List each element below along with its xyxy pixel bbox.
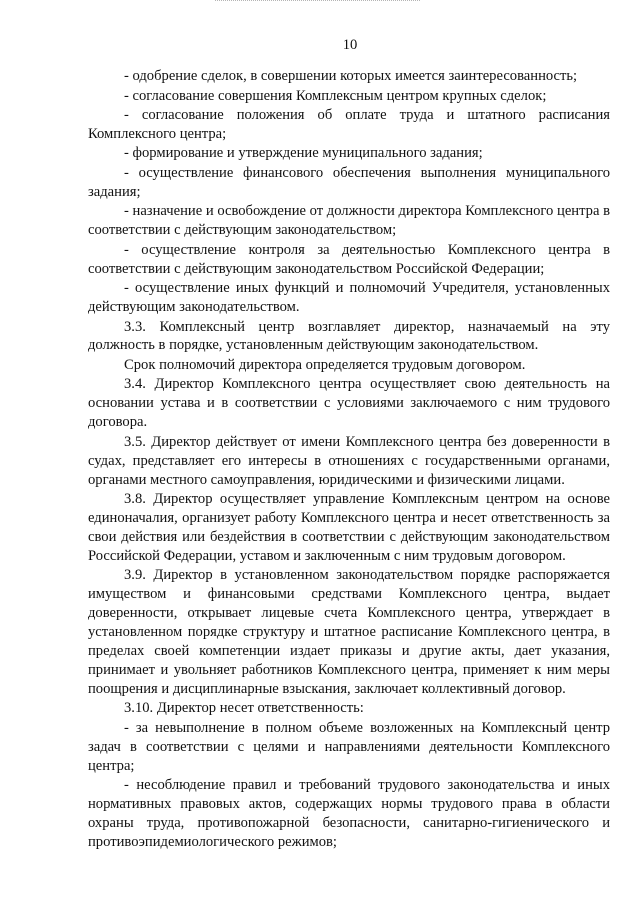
clause-3-4: 3.4. Директор Комплексного центра осуществляет свою деятельность на основании устава и в соответствии с условиями заключаемого с ним трудового договора. bbox=[88, 376, 610, 431]
list-item-director-appointment: - назначение и освобождение от должности директора Комплексного центра в соответствии с действующим законодательством; bbox=[88, 203, 610, 239]
list-item-approval-transactions: - одобрение сделок, в совершении которых имеется заинтересованность; bbox=[124, 68, 578, 84]
clause-3-3: 3.3. Комплексный центр возглавляет директор, назначаемый на эту должность в порядке, установленным действующим законодательством. bbox=[88, 318, 610, 354]
list-item-pay-regulation: - согласование положения об оплате труда и штатного расписания Комплексного центра; bbox=[88, 107, 610, 142]
list-item-other-functions: - осуществление иных функций и полномочий Учредителя, установленных действующим законодательством. bbox=[88, 280, 610, 316]
list-item-non-performance: - за невыполнение в полном объеме возложенных на Комплексный центр задач в соответствии с целями и направлениями деятельности Комплексного центра; bbox=[88, 719, 610, 774]
clause-term-of-office: Срок полномочий директора определяется трудовым договором. bbox=[124, 356, 526, 373]
clause-3-5: 3.5. Директор действует от имени Комплексного центра без доверенности в судах, представляет его интересы в отношениях с государственными органами, органами местного самоуправления, юридическими и физическими лицами. bbox=[88, 433, 610, 488]
list-item-financial-support: - осуществление финансового обеспечения выполнения муниципального задания; bbox=[88, 164, 610, 200]
document-body bbox=[88, 67, 610, 852]
clause-3-8: 3.8. Директор осуществляет управление Комплексным центром на основе единоначалия, организует работу Комплексного центра и несет ответственность за свои действия или бездействия в соответствии с действующим законодательством Российской Федерации, уставом и заключенным с ним трудовым договором. bbox=[88, 491, 610, 564]
clause-3-10: 3.10. Директор несет ответственность: bbox=[124, 700, 364, 717]
list-item-major-transactions: - согласование совершения Комплексным центром крупных сделок; bbox=[124, 87, 547, 104]
list-item-municipal-task: - формирование и утверждение муниципального задания; bbox=[124, 145, 483, 162]
scan-top-edge bbox=[215, 0, 420, 2]
page-number: 10 bbox=[342, 37, 358, 53]
list-item-labor-law: - несоблюдение правил и требований трудового законодательства и иных нормативных правовых актов, содержащих нормы трудового права в области охраны труда, противопожарной безопасности, санитарно-гигиенического и противоэпидемиологического режимов; bbox=[88, 777, 610, 850]
clause-3-9: 3.9. Директор в установленном законодательством порядке распоряжается имуществом и финансовыми средствами Комплексного центра, выдает доверенности, открывает лицевые счета Комплексного центра, утверждает в установленном порядке структуру и штатное расписание Комплексного центра, в пределах своей компетенции издает приказы и другие акты, дает указания, принимает и увольняет работников Комплексного центра, применяет к ним меры поощрения и дисциплинарные взыскания, заключает коллективный договор. bbox=[88, 567, 610, 697]
list-item-control: - осуществление контроля за деятельностью Комплексного центра в соответствии с действующим законодательством Российской Федерации; bbox=[88, 241, 610, 277]
